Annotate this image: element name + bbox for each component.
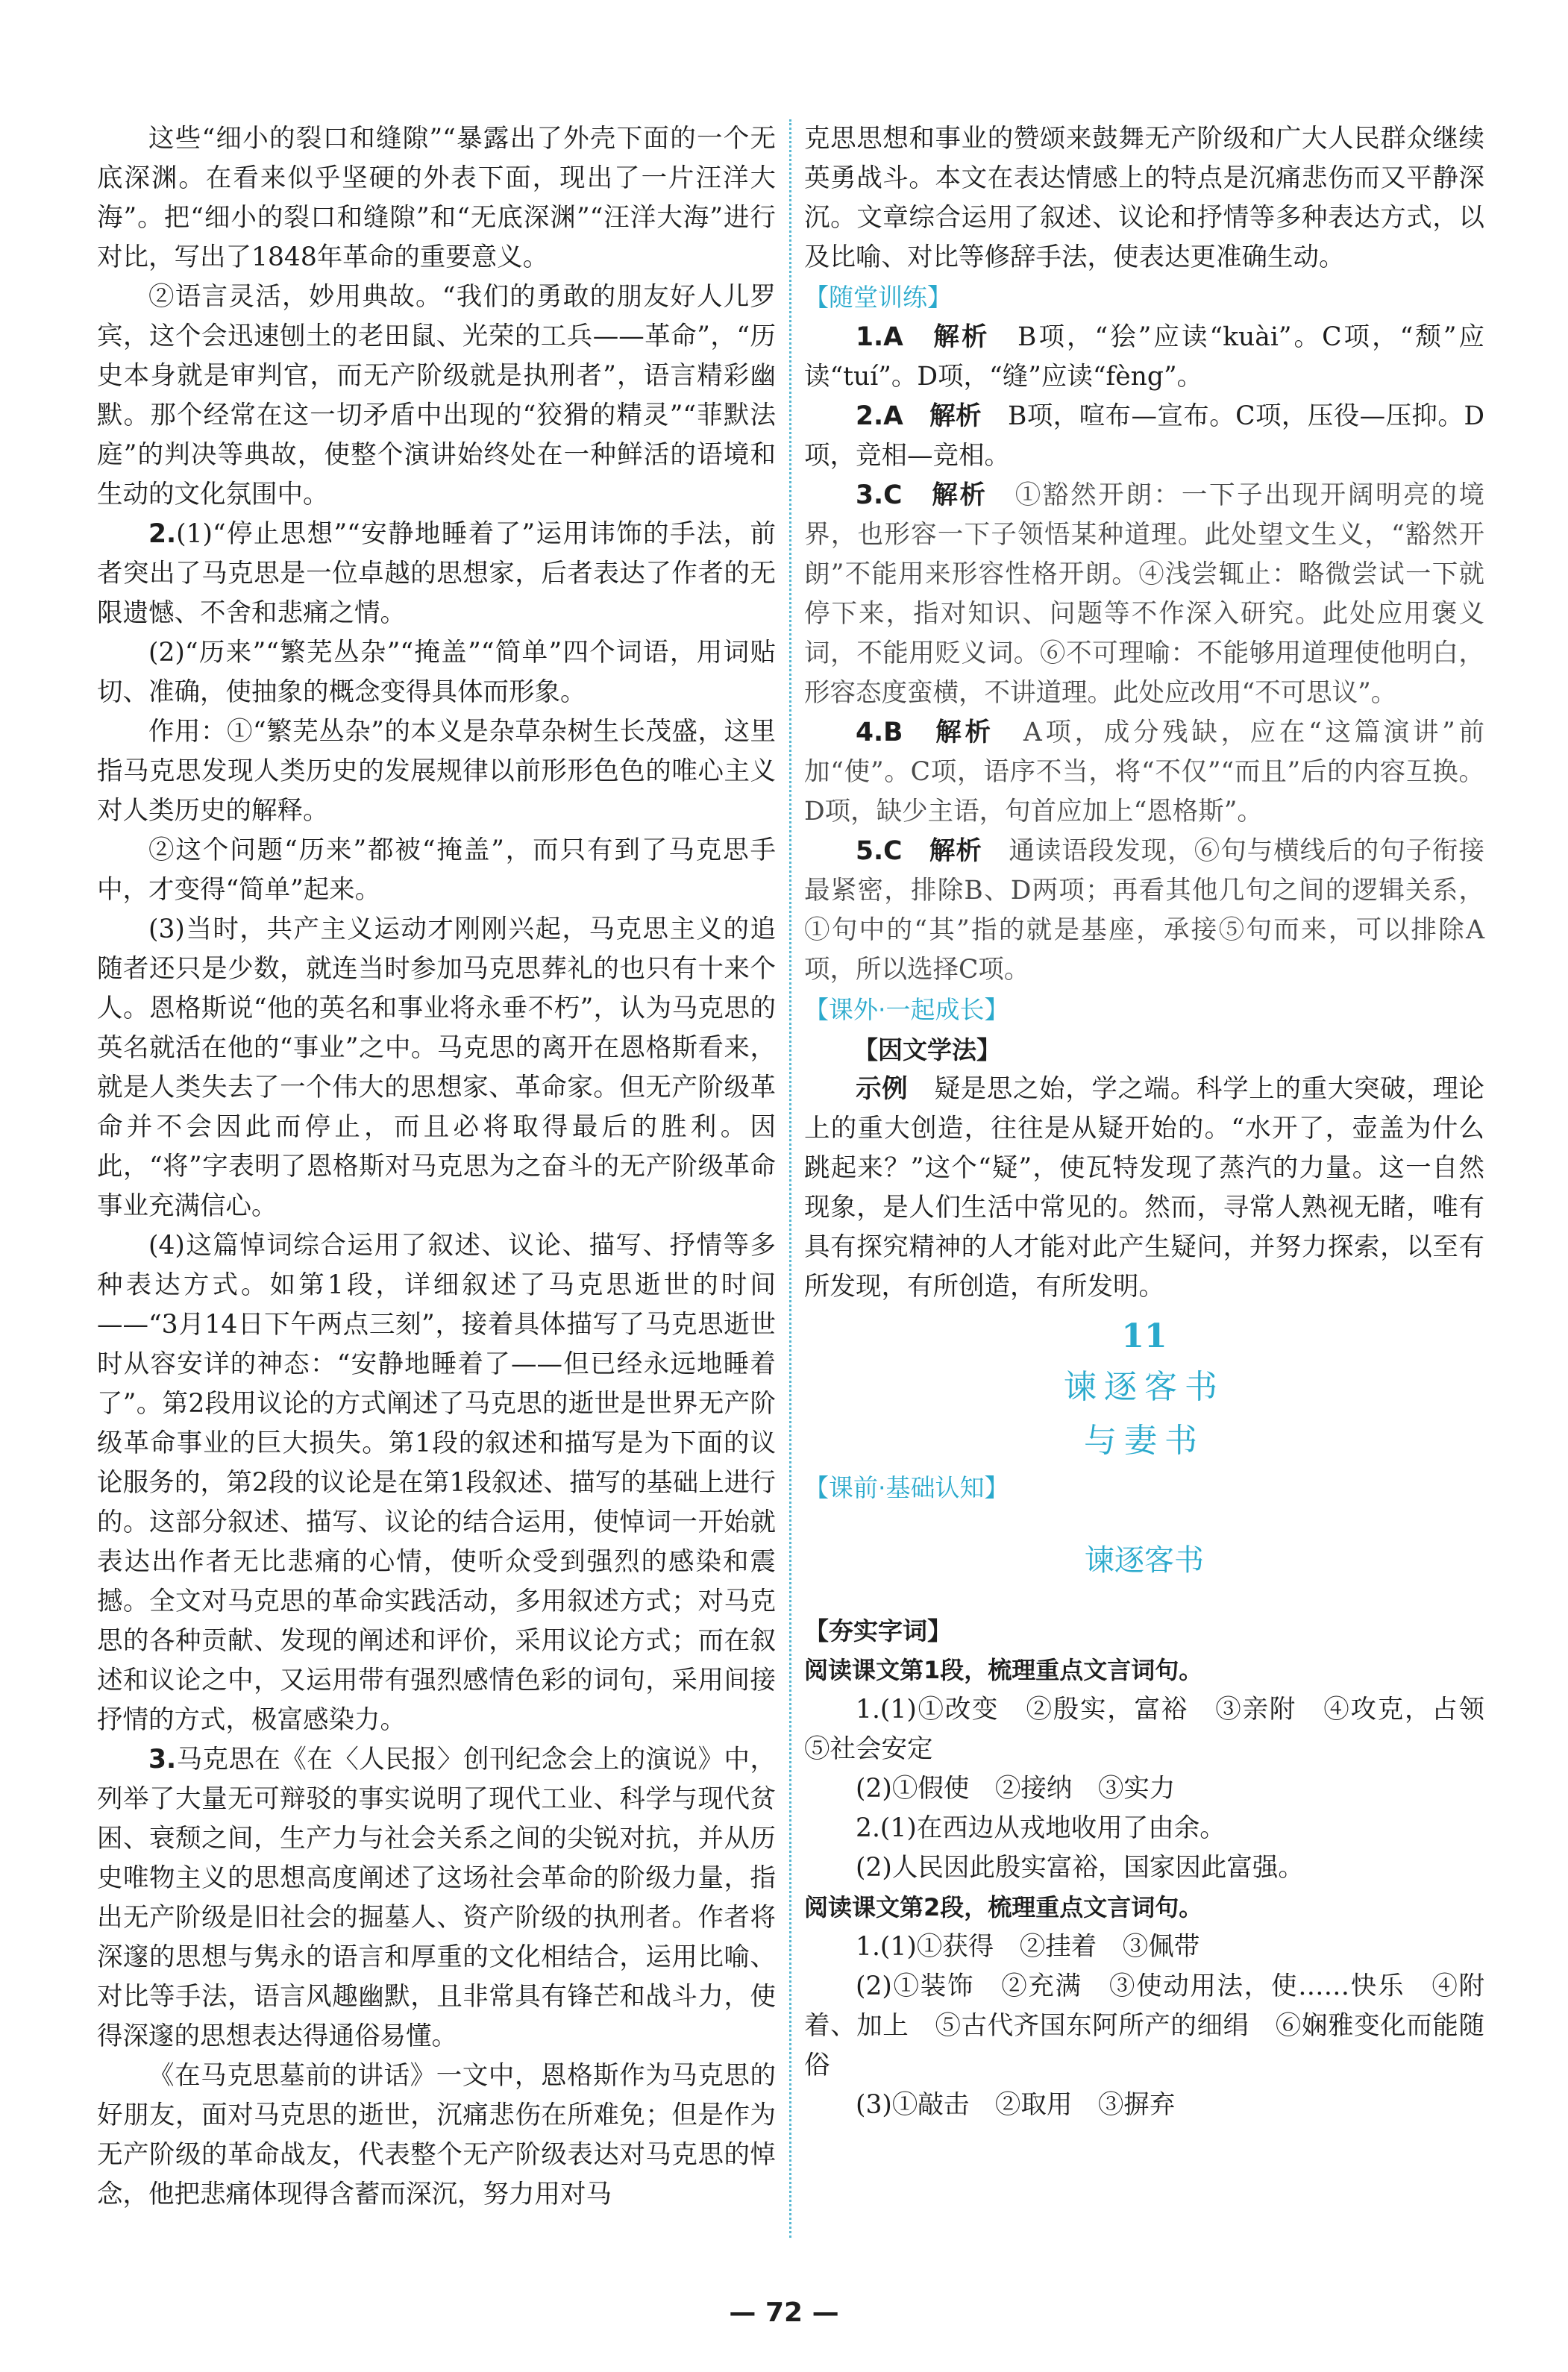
answer-item (804, 476, 1484, 713)
answer-line: 2.(1)在西边从戎地收用了由余。 (856, 1813, 1226, 1843)
answer-line: (3)①敲击 ②取用 ③摒弃 (856, 2090, 1176, 2120)
answer-line: (2)①假使 ②接纳 ③实力 (856, 1774, 1176, 1804)
analysis-label: 解析 (935, 718, 994, 747)
section-tag-label: 课外·一起成长 (829, 995, 985, 1024)
paragraph: ②这个问题“历来”都被“掩盖”，而只有到了马克思手中，才变得“简单”起来。 (97, 835, 776, 905)
instruction: 阅读课文第2段，梳理重点文言词句。 (804, 1893, 1203, 1921)
item-text: (1)“停止思想”“安静地睡着了”运用讳饰的手法，前者突出了马克思是一位卓越的思想家，后者表达了作者的无限遗憾、不舍和悲痛之情。 (97, 519, 776, 628)
answer-item (804, 713, 1484, 832)
answer-text: 通读语段发现，⑥句与横线后的句子衔接最紧密，排除B、D两项；再看其他几句之间的逻辑关系，①句中的“其”指的就是基座，承接⑤句而来，可以排除A项，所以选择C项。 (804, 836, 1485, 985)
example-paragraph (804, 1070, 1484, 1307)
lesson-number: 11 (1121, 1317, 1167, 1355)
section-tag: 【课外·一起成长】 (804, 995, 1009, 1024)
analysis-label: 解析 (932, 480, 988, 510)
answer-line: (2)人民因此殷实富裕，国家因此富强。 (856, 1853, 1304, 1883)
answer-line: 1.(1)①改变 ②殷实，富裕 ③亲附 ④攻克，占领 ⑤社会安定 (804, 1695, 1511, 1764)
subsection-heading: 【因文学法】 (853, 1035, 1001, 1064)
lesson-title: 与妻书 (1084, 1422, 1205, 1460)
column-divider (789, 119, 791, 2238)
answer-line: (2)①装饰 ②充满 ③使动用法，使……快乐 ④附着、加上 ⑤古代齐国东阿所产的细绢 ⑥娴雅变化而能随俗 (804, 1971, 1484, 2080)
example-text: 疑是思之始，学之端。科学上的重大突破，理论上的重大创造，往往是从疑开始的。“水开了，壶盖为什么跳起来？”这个“疑”，使瓦特发现了蒸汽的力量。这一自然现象，是人们生活中常见的。然而，寻常人熟视无睹，唯有具有探究精神的人才能对此产生疑问，并努力探索，以至有所发现，有所创造，有所发明。 (804, 1074, 1485, 1302)
section-tag-label: 随堂训练 (829, 283, 927, 312)
left-column (97, 119, 776, 2215)
paragraph (97, 1740, 776, 2056)
analysis-label: 解析 (933, 322, 990, 352)
item-text: 马克思在《在〈人民报〉创刊纪念会上的演说》中，列举了大量无可辩驳的事实说明了现代工业、科学与现代贫困、衰颓之间，生产力与社会关系之间的尖锐对抗，并从历史唯物主义的思想高度阐述了这场社会革命的阶级力量，指出无产阶级是旧社会的掘墓人、资产阶级的执刑者。作者将深邃的思想与隽永的语言和厚重的文化相结合，运用比喻、对比等手法，语言风趣幽默，且非常具有锋芒和战斗力，使得深邃的思想表达得通俗易懂。 (97, 1745, 776, 2051)
answer-text: B项，喧布—宣布。C项，压役—压抑。D项，竞相—竞相。 (804, 401, 1485, 471)
section-tag: 【课前·基础认知】 (804, 1473, 1009, 1502)
right-column (804, 119, 1511, 2125)
paragraph: ②语言灵活，妙用典故。“我们的勇敢的朋友好人儿罗宾，这个会迅速刨土的老田鼠、光荣的工兵——革命”，“历史本身就是审判官，而无产阶级就是执刑者”，语言精彩幽默。那个经常在这一切矛盾中出现的“狡猾的精灵”“菲默法庭”的判决等典故，使整个演讲始终处在一种鲜活的语境和生动的文化氛围中。 (97, 282, 776, 509)
paragraph: 克思思想和事业的赞颂来鼓舞无产阶级和广大人民群众继续英勇战斗。本文在表达情感上的特点是沉痛悲伤而又平静深沉。文章综合运用了叙述、议论和抒情等多种表达方式，以及比喻、对比等修辞手法，使表达更准确生动。 (804, 124, 1484, 272)
answer-number: 2.A (856, 401, 903, 431)
answer-number: 1.A (856, 322, 903, 352)
lesson-title: 谏逐客书 (1064, 1368, 1225, 1406)
answer-line: 1.(1)①获得 ②挂着 ③佩带 (856, 1932, 1200, 1962)
subsection-heading: 【夯实字词】 (804, 1616, 952, 1645)
paragraph: (2)“历来”“繁芜丛杂”“掩盖”“简单”四个词语，用词贴切、准确，使抽象的概念变得具体而形象。 (97, 638, 776, 707)
answer-number: 4.B (856, 718, 903, 747)
answer-text: A项，成分残缺，应在“这篇演讲”前加“使”。C项，语序不当，将“不仅”“而且”后的内容互换。D项，缺少主语，句首应加上“恩格斯”。 (804, 718, 1484, 826)
paragraph: 这些“细小的裂口和缝隙”“暴露出了外壳下面的一个无底深渊。在看来似乎坚硬的外表下面，现出了一片汪洋大海”。把“细小的裂口和缝隙”和“无底深渊”“汪洋大海”进行对比，写出了1848年革命的重要意义。 (97, 124, 776, 272)
section-tag-label: 课前·基础认知 (829, 1473, 985, 1502)
item-number: 2. (148, 519, 177, 549)
instruction: 阅读课文第1段，梳理重点文言词句。 (804, 1656, 1203, 1684)
example-label: 示例 (856, 1074, 909, 1104)
answer-item (804, 397, 1484, 476)
page-number: — 72 — (729, 2297, 839, 2328)
paragraph: 作用：①“繁芜丛杂”的本义是杂草杂树生长茂盛，这里指马克思发现人类历史的发展规律以前形形色色的唯心主义对人类历史的解释。 (97, 717, 776, 826)
answer-number: 5.C (856, 836, 903, 866)
answer-number: 3.C (856, 480, 903, 510)
answer-item (804, 318, 1484, 397)
paragraph: 《在马克思墓前的讲话》一文中，恩格斯作为马克思的好朋友，面对马克思的逝世，沉痛悲伤在所难免；但是作为无产阶级的革命战友，代表整个无产阶级表达对马克思的悼念，他把悲痛体现得含蓄而深沉，努力用对马 (97, 2061, 776, 2209)
analysis-label: 解析 (929, 401, 982, 431)
answer-text: B项，“狯”应读“kuài”。C项，“颓”应读“tuí”。D项，“缝”应读“fèng”。 (804, 322, 1485, 392)
paragraph (97, 515, 776, 633)
item-number: 3. (148, 1745, 177, 1775)
analysis-label: 解析 (929, 836, 982, 866)
section-tag: 【随堂训练】 (804, 283, 952, 312)
sub-title: 谏逐客书 (1085, 1543, 1204, 1578)
answer-item (804, 832, 1484, 990)
paragraph: (3)当时，共产主义运动才刚刚兴起，马克思主义的追随者还只是少数，就连当时参加马克思葬礼的也只有十来个人。恩格斯说“他的英名和事业将永垂不朽”，认为马克思的英名就活在他的“事业”之中。马克思的离开在恩格斯看来，就是人类失去了一个伟大的思想家、革命家。但无产阶级革命并不会因此而停止，而且必将取得最后的胜利。因此，“将”字表明了恩格斯对马克思为之奋斗的无产阶级革命事业充满信心。 (97, 914, 776, 1221)
answer-text: ①豁然开朗：一下子出现开阔明亮的境界，也形容一下子领悟某种道理。此处望文生义，“豁然开朗”不能用来形容性格开朗。④浅尝辄止：略微尝试一下就停下来，指对知识、问题等不作深入研究。此处应用褒义词，不能用贬义词。⑥不可理喻：不能够用道理使他明白，形容态度蛮横，不讲道理。此处应改用“不可思议”。 (804, 480, 1485, 708)
paragraph: (4)这篇悼词综合运用了叙述、议论、描写、抒情等多种表达方式。如第1段，详细叙述了马克思逝世的时间——“3月14日下午两点三刻”，接着具体描写了马克思逝世时从容安详的神态：“安静地睡着了——但已经永远地睡着了”。第2段用议论的方式阐述了马克思的逝世是世界无产阶级革命事业的巨大损失。第1段的叙述和描写是为下面的议论服务的，第2段的议论是在第1段叙述、描写的基础上进行的。这部分叙述、描写、议论的结合运用，使悼词一开始就表达出作者无比悲痛的心情，使听众受到强烈的感染和震撼。全文对马克思的革命实践活动，多用叙述方式；对马克思的各种贡献、发现的阐述和评价，采用议论方式；而在叙述和议论之中，又运用带有强烈感情色彩的词句，采用间接抒情的方式，极富感染力。 (97, 1231, 776, 1735)
